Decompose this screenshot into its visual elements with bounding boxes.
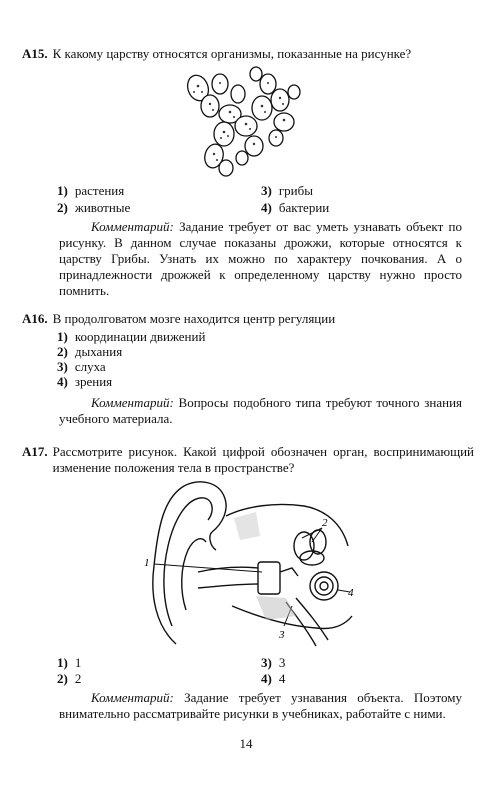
- option-1[interactable]: 1) координации движений: [57, 329, 206, 344]
- page-number: 14: [239, 736, 253, 751]
- question-number: A16.: [22, 311, 48, 326]
- option-2[interactable]: 2) 2: [57, 671, 82, 686]
- option-1[interactable]: 1) растения: [57, 183, 125, 198]
- figure-label-1: 1: [144, 557, 150, 569]
- option-3[interactable]: 3) 3: [261, 655, 286, 670]
- comment-text: Задание требует от вас уметь узнавать объект по рисунку. В данном случае показаны дрожжи, которые относятся к царству Грибы. Узнать их можно по характеру почкования. А о принадлежности дрожжей к определенному царству нужно просто помнить.: [59, 219, 463, 298]
- comment-label: Комментарий:: [91, 395, 174, 410]
- figure-label-2: 2: [322, 517, 328, 529]
- comment-label: Комментарий:: [91, 219, 174, 234]
- question-a16: [22, 311, 474, 327]
- option-4[interactable]: 4) 4: [261, 671, 286, 686]
- comment-text: Задание требует узнавания объекта. Поэтому внимательно рассматривайте рисунки в учебниках, работайте с ними.: [59, 690, 462, 721]
- ear-anatomy-illustration: [136, 476, 356, 654]
- question-text: Рассмотрите рисунок. Какой цифрой обозначен орган, воспринимающий изменение положения тела в пространстве?: [52, 444, 474, 475]
- question-text: В продолговатом мозге находится центр регуляции: [52, 311, 336, 326]
- question-text: К какому царству относятся организмы, показанные на рисунке?: [52, 46, 412, 61]
- comment-a16: [59, 395, 462, 427]
- comment-text: Вопросы подобного типа требуют точного знания учебного материала.: [59, 395, 463, 426]
- comment-a17: [59, 690, 462, 722]
- option-4[interactable]: 4) зрения: [57, 374, 113, 389]
- question-number: A17.: [22, 444, 48, 459]
- yeast-cells-illustration: [180, 62, 310, 180]
- figure-label-4: 4: [348, 587, 354, 599]
- option-1[interactable]: 1) 1: [57, 655, 82, 670]
- question-a15: [22, 46, 474, 62]
- option-4[interactable]: 4) бактерии: [261, 200, 330, 215]
- question-a17: [22, 444, 474, 476]
- question-number: A15.: [22, 46, 48, 61]
- figure-label-3: 3: [279, 629, 285, 641]
- option-2[interactable]: 2) дыхания: [57, 344, 123, 359]
- comment-label: Комментарий:: [91, 690, 174, 705]
- comment-a15: [59, 219, 462, 299]
- option-2[interactable]: 2) животные: [57, 200, 131, 215]
- option-3[interactable]: 3) грибы: [261, 183, 313, 198]
- option-3[interactable]: 3) слуха: [57, 359, 106, 374]
